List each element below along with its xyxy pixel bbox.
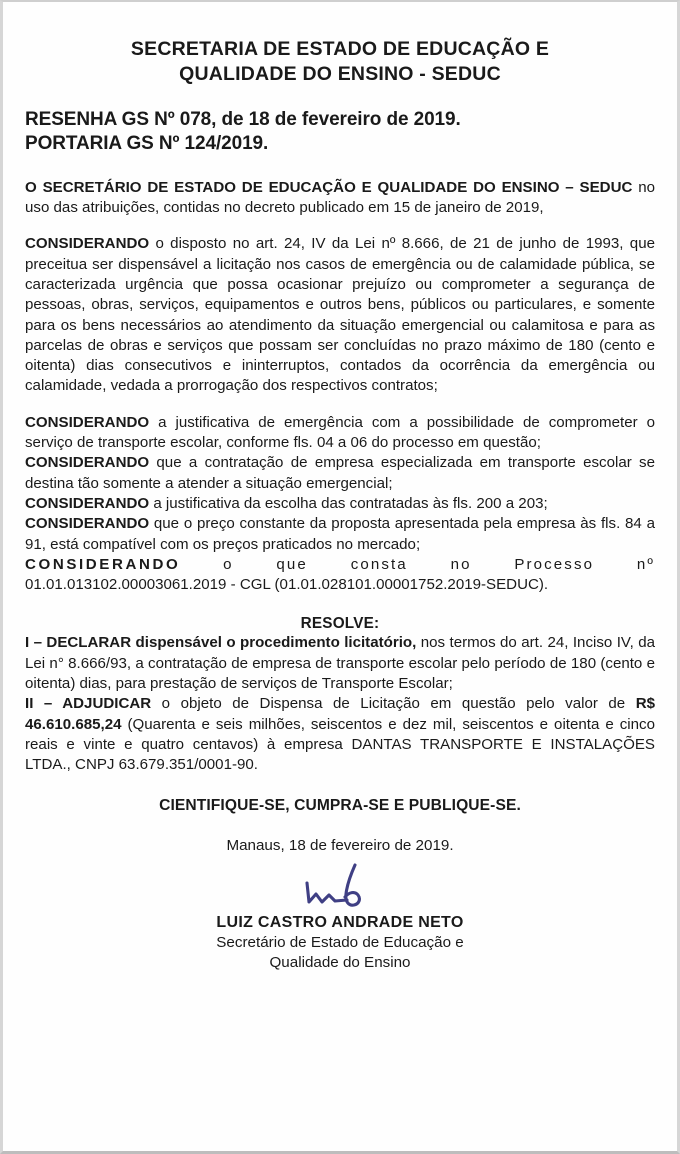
resolve-item-2 <box>25 694 655 775</box>
preamble-authority: O SECRETÁRIO DE ESTADO DE EDUCAÇÃO E QUALIDADE DO ENSINO – SEDUC <box>25 178 633 196</box>
place-and-date: Manaus, 18 de fevereiro de 2019. <box>226 837 454 855</box>
considerando-processo-text: o que consta no Processo nº <box>180 555 655 573</box>
handwritten-signature-icon <box>285 861 395 915</box>
portaria-reference: PORTARIA GS Nº 124/2019. <box>25 133 269 155</box>
signer-role <box>25 933 655 972</box>
signer-role-line-1: Secretário de Estado de Educação e <box>216 934 464 952</box>
considerando-paragraph-3 <box>25 453 655 494</box>
preamble-text: no uso das atribuições, contidas no decreto publicado em 15 de janeiro de 2019, <box>25 178 656 217</box>
considerando-label: CONSIDERANDO <box>25 515 150 533</box>
item-text: nos termos do art. 24, Inciso IV, da Lei n° 8.666/93, a contratação de empresa de transporte escolar pelo período de 180 (cento e oitenta) dias, para prestação de serviços de Transporte Escolar; <box>25 634 655 692</box>
item-bold-continuation: dispensável o procedimento licitatório, <box>131 634 417 652</box>
preamble-paragraph <box>25 178 655 219</box>
considerando-label: CONSIDERANDO <box>25 494 150 512</box>
considerando-processo-line-1 <box>25 555 655 575</box>
item-text-after-value: (Quarenta e seis milhões, seiscentos e dez mil, seiscentos e oitenta e cinco reais e vinte e quatro centavos) à empresa DANTAS TRANSPORTE E INSTALAÇÕES LTDA., CNPJ 63.679.351/0001-90. <box>25 715 655 774</box>
considerando-text: a justificativa da escolha das contratadas às fls. 200 a 203; <box>149 494 548 512</box>
considerando-text: que a contratação de empresa especializada em transporte escolar se destina tão somente a atender a situação emergencial; <box>25 454 655 492</box>
considerando-text: o disposto no art. 24, IV da Lei nº 8.666, de 21 de junho de 1993, que preceitua ser dispensável a licitação nos casos de emergência ou de calamidade pública, se caracterizada urgência que possa ocasionar prejuízo ou comprometer a segurança de pessoas, obras, serviços, equipamentos e outros bens, públicos ou particulares, e somente para os bens necessários ao atendimento da situação emergencial ou calamitosa e para as parcelas de obras e serviços que possam ser concluídas no prazo máximo de 180 (cento e oitenta) dias consecutivos e ininterruptos, contados da ocorrência da emergência ou calamidade, vedada a prorrogação dos respectivos contratos; <box>25 235 655 395</box>
considerando-paragraph-2 <box>25 413 655 454</box>
considerando-label: CONSIDERANDO <box>25 454 150 472</box>
considerando-paragraph-5 <box>25 514 655 555</box>
considerando-label: CONSIDERANDO <box>25 555 181 573</box>
page-title <box>39 37 641 86</box>
resolve-item-1 <box>25 633 655 694</box>
resenha-reference: RESENHA GS Nº 078, de 18 de fevereiro de 2019. <box>25 109 461 131</box>
closing-statement: CIENTIFIQUE-SE, CUMPRA-SE E PUBLIQUE-SE. <box>159 797 521 815</box>
item-number: II – ADJUDICAR <box>25 695 152 713</box>
signer-role-line-2: Qualidade do Ensino <box>269 953 411 971</box>
considerando-label: CONSIDERANDO <box>25 235 150 253</box>
title-line-2: QUALIDADE DO ENSINO - SEDUC <box>179 62 501 85</box>
signature-area <box>25 860 655 916</box>
document-reference <box>25 108 655 157</box>
item-text-before-value: o objeto de Dispensa de Licitação em questão pelo valor de <box>151 695 636 713</box>
considerando-processo-line-2: 01.01.013102.00003061.2019 - CGL (01.01.028101.00001752.2019-SEDUC). <box>25 576 549 594</box>
considerando-paragraph-4 <box>25 494 655 514</box>
considerando-text: a justificativa de emergência com a possibilidade de comprometer o serviço de transporte escolar, conforme fls. 04 a 06 do processo em questão; <box>25 413 655 452</box>
considerando-text: que o preço constante da proposta apresentada pela empresa às fls. 84 a 91, está compatível com os preços praticados no mercado; <box>25 515 655 553</box>
item-number: I – DECLARAR <box>25 634 132 652</box>
contract-value: R$ 46.610.685,24 <box>25 695 656 733</box>
resolve-heading: RESOLVE: <box>300 615 380 633</box>
title-line-1: SECRETARIA DE ESTADO DE EDUCAÇÃO E <box>130 38 550 60</box>
considerando-paragraph-1 <box>25 234 655 396</box>
considerando-label: CONSIDERANDO <box>25 413 150 431</box>
signer-name: LUIZ CASTRO ANDRADE NETO <box>216 914 464 932</box>
